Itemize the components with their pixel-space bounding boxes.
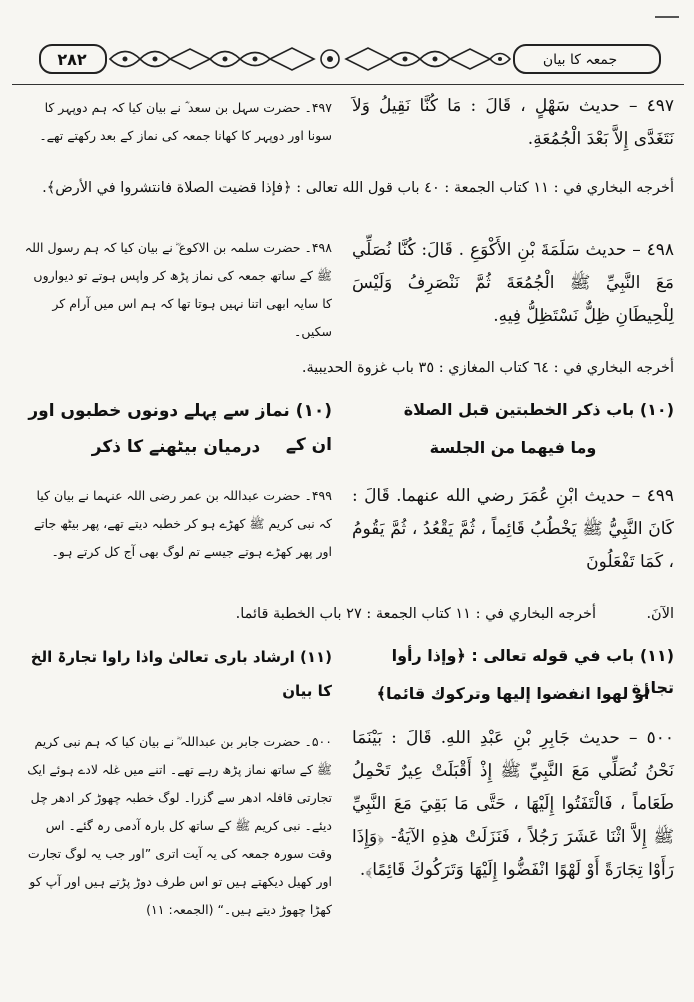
page-number: ۲۸۲ <box>57 50 87 69</box>
chapter-10-arabic-heading: (١٠) باب ذكر الخطبتين قبل الصلاة <box>403 400 674 419</box>
hadith-497-arabic: ٤٩٧ – حديث سَهْلٍ ، قَالَ : مَا كُنَّا نَقِيلُ وَلاَ نَتَغَدَّى إِلاَّ بَعْدَ الْجُمُعَةِ. <box>352 96 674 149</box>
chapter-11-arabic-subheading: أو لهوا انفضوا إليها وتركوك قائما﴾ <box>376 684 650 703</box>
hadith-499-arabic: ٤٩٩ – حديث ابْنِ عُمَرَ رضي الله عنهما. قَالَ : كَانَ النَّبِيُّ ﷺ يَخْطُبُ قَائِماً ، ثُمَّ يَقْعُدُ ، ثُمَّ يَقُومُ ، كَمَا تَفْعَلُونَ <box>352 486 674 572</box>
chapter-title: جمعہ کا بیان <box>542 52 618 68</box>
hadith-497-urdu: ۴۹۷۔ حضرت سہل بن سعد ؓ نے بیان کیا کہ ہم دوپہر کا سونا اور دوپہر کا کھانا جمعہ کی نماز کے بعد رکھتے تھے۔ <box>39 100 332 143</box>
chapter-10-urdu-subheading: درمیان بیٹھنے کا ذکر <box>91 437 261 457</box>
hadith-498-source: أخرجه البخاري في : ٦٤ كتاب المغازي : ٣٥ باب غزوة الحديبية. <box>301 360 674 376</box>
chapter-11-arabic-heading: (١١) باب في قوله تعالى : ﴿وإذا رأوا تجارة <box>391 646 674 697</box>
hadith-497-source: أخرجه البخاري في : ١١ كتاب الجمعة : ٤٠ باب قول الله تعالى : ﴿فإذا قضيت الصلاة فانتشروا في الأرض﴾. <box>42 180 674 196</box>
hadith-500-arabic: ٥٠٠ – حديث جَابِرِ بْنِ عَبْدِ اللهِ. قَالَ : بَيْنَمَا نَحْنُ نُصَلِّي مَعَ النَّبِيِّ ﷺ إِذْ أَقْبَلَتْ عِيرٌ تَحْمِلُ طَعَاماً ، فَالْتَفَتُوا إِلَيْهَا ، حَتَّى مَا بَقِيَ مَعَ النَّبِيِّ ﷺ إِلاَّ اثْنَا عَشَرَ رَجُلاً ، فَنَزَلَتْ هذِهِ الآيَةُ- ﴿وَإِذَا رَأَوْا تِجَارَةً أَوْ لَهْوًا انْفَضُّوا إِلَيْهَا وَتَرَكُوكَ قَائِمًا﴾. <box>352 728 674 880</box>
page-edge-mark <box>655 16 679 18</box>
hadith-498-urdu: ۴۹۸۔ حضرت سلمہ بن الاکوع ؓ نے بیان کیا کہ ہم رسول اللہ ﷺ کے ساتھ جمعہ کی نماز پڑھ کر واپس ہوتے تو دیواروں کا سایہ ابھی اتنا نہیں ہوتا تھا کہ ہم اس میں آرام کر سکیں۔ <box>24 240 332 339</box>
chapter-11-urdu-heading: (۱۱) ارشاد باری تعالیٰ واذا راوا تجارۃ الخ کا بیان <box>30 648 332 700</box>
chapter-10-urdu-heading: (۱۰) نماز سے پہلے دونوں خطبوں اور ان کے <box>28 401 332 455</box>
chapter-10-arabic-subheading: وما فيهما من الجلسة <box>429 438 597 457</box>
hadith-499-source: أخرجه البخاري في : ١١ كتاب الجمعة : ٢٧ باب الخطبة قائما. <box>235 606 596 622</box>
hadith-500-urdu: ۵۰۰۔ حضرت جابر بن عبداللہ ؓ نے بیان کیا کہ ہم نبی کریم ﷺ کے ساتھ نماز پڑھ رہے تھے۔ اتنے میں غلہ لادے ہوئے ایک تجارتی قافلہ ادھر سے گزرا۔ لوگ خطبہ چھوڑ کر ادھر چل دیئے۔ نبی کریم ﷺ کے ساتھ کل بارہ آدمی رہ گئے۔ اس وقت سورہ جمعہ کی یہ آیت اتری ”اور جب یہ لوگ تجارت اور کھیل دیکھتے ہیں تو اس طرف دوڑ پڑتے ہیں اور آپ کو کھڑا چھوڑ دیتے ہیں۔“ (الجمعہ: ۱۱) <box>27 734 332 917</box>
hadith-499-arabic-tail: الآنَ. <box>646 606 674 622</box>
hadith-499-urdu: ۴۹۹۔ حضرت عبداللہ بن عمر رضی اللہ عنہما نے بیان کیا کہ نبی کریم ﷺ کھڑے ہو کر خطبہ دیتے تھے، پھر بیٹھ جاتے اور پھر کھڑے ہوتے جیسے تم لوگ بھی آج کل کرتے ہو۔ <box>33 488 332 559</box>
header-divider <box>12 84 684 85</box>
hadith-498-arabic: ٤٩٨ – حديث سَلَمَةَ بْنِ الأَكْوَعِ . قَالَ: كُنَّا نُصَلِّي مَعَ النَّبِيِّ ﷺ الْجُمُعَةَ ثُمَّ نَنْصَرِفُ وَلَيْسَ لِلْحِيطَانِ ظِلٌّ نَسْتَظِلُّ فِيهِ. <box>352 240 674 326</box>
